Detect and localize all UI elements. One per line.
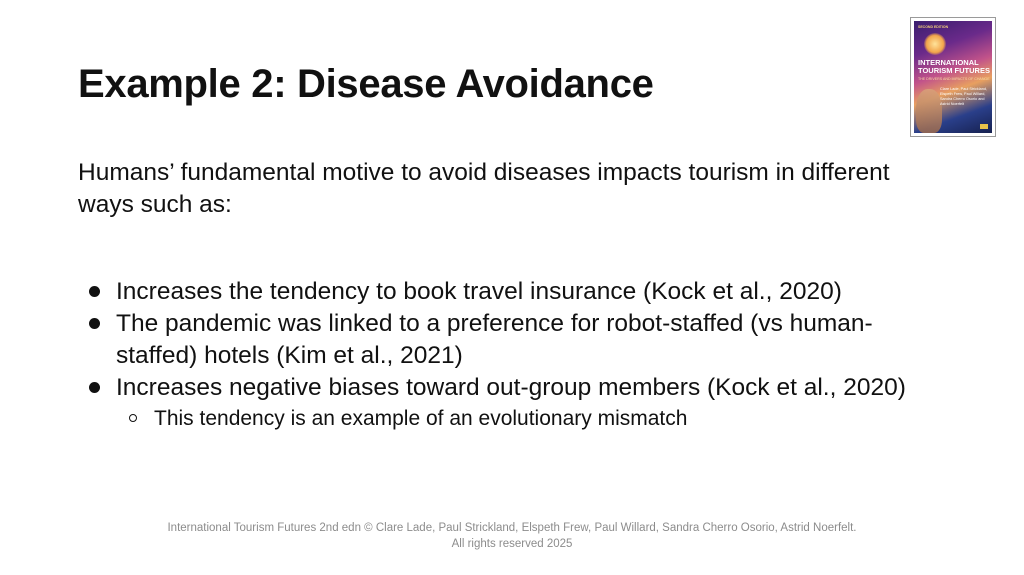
bullet-dot-icon xyxy=(89,286,100,297)
bullet-dot-icon xyxy=(89,318,100,329)
bullet-item-out-group-bias xyxy=(116,372,926,434)
book-cover-art xyxy=(914,21,992,133)
footer-line-2: All rights reserved 2025 xyxy=(451,538,573,550)
slide-title: Example 2: Disease Avoidance xyxy=(78,62,654,106)
bullet-dot-icon xyxy=(89,382,100,393)
publisher-logo-icon xyxy=(980,124,988,129)
face-graphic xyxy=(916,89,942,133)
sub-bullet-item xyxy=(154,404,964,434)
book-subtitle: THE DRIVERS AND IMPACTS OF CHANGE xyxy=(918,77,990,81)
bullet-list xyxy=(116,276,926,434)
hollow-circle-icon xyxy=(129,414,137,422)
book-edition: SECOND EDITION xyxy=(918,25,949,29)
book-cover-image xyxy=(910,17,996,137)
bullet-text: Increases the tendency to book travel insurance (Kock et al., 2020) xyxy=(116,278,842,305)
book-authors: Clare Lade, Paul Strickland, Elspeth Frew, Paul Willard, Sandra Cherro Osorio and Astrid Noerfelt xyxy=(940,87,988,106)
sun-graphic xyxy=(924,33,946,55)
footer-line-1: International Tourism Futures 2nd edn © Clare Lade, Paul Strickland, Elspeth Frew, Paul Willard, Sandra Cherro Osorio, Astrid Noerfelt. xyxy=(167,522,857,534)
sub-bullet-text: This tendency is an example of an evolutionary mismatch xyxy=(154,407,688,430)
book-title: INTERNATIONAL TOURISM FUTURES xyxy=(918,58,990,75)
intro-paragraph: Humans’ fundamental motive to avoid diseases impacts tourism in different ways such as: xyxy=(78,159,890,218)
bullet-text: The pandemic was linked to a preference for robot-staffed (vs human-staffed) hotels (Kim et al., 2021) xyxy=(116,310,873,369)
bullet-text: Increases negative biases toward out-group members (Kock et al., 2020) xyxy=(116,374,906,401)
copyright-footer xyxy=(0,520,1024,552)
sub-bullet-list xyxy=(154,404,964,434)
bullet-item-insurance xyxy=(116,276,926,308)
bullet-item-robot-hotels xyxy=(116,308,926,372)
